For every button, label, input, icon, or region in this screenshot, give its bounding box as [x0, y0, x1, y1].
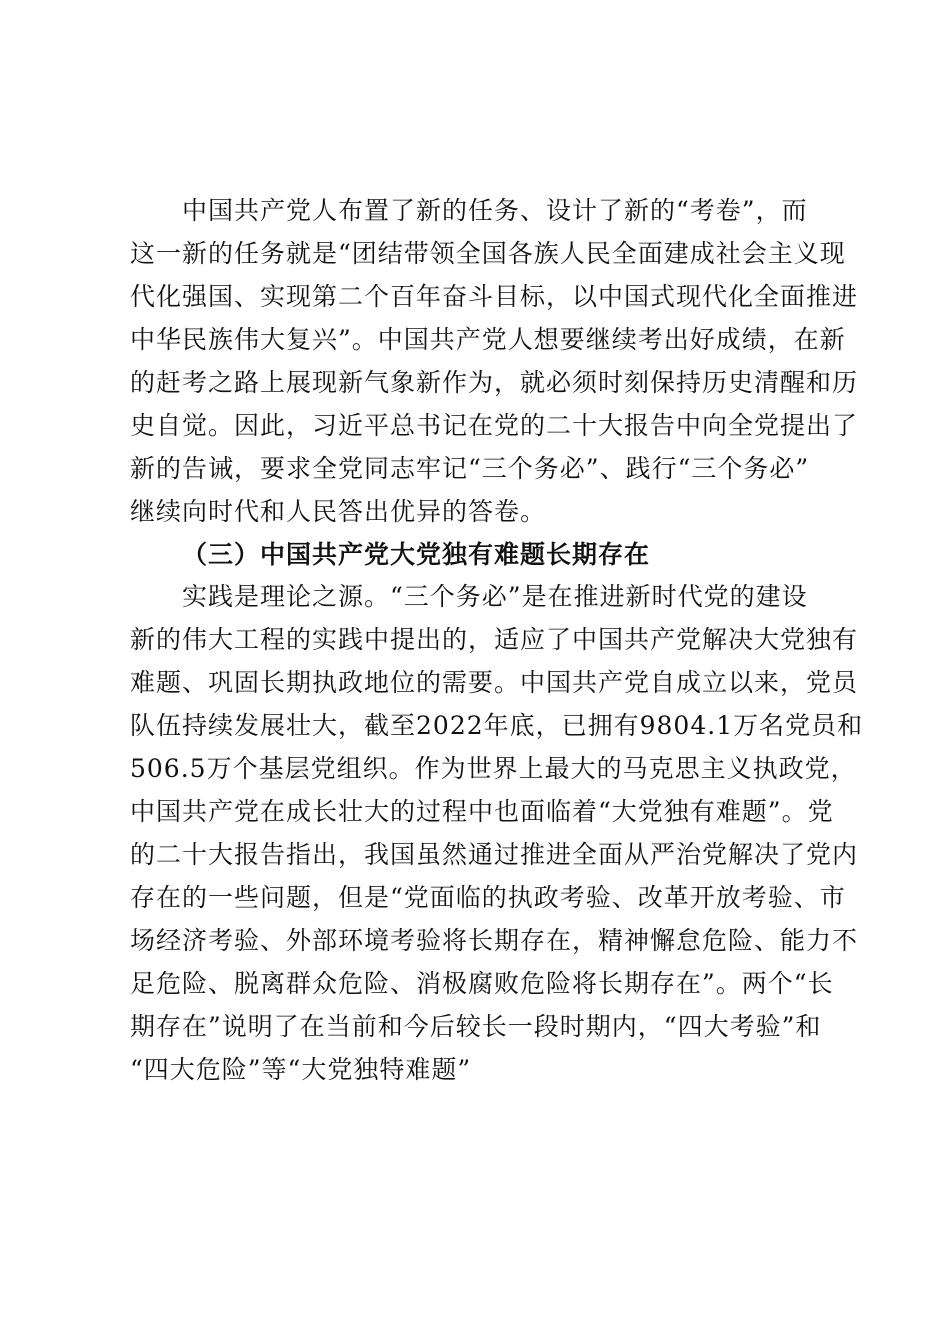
paragraph-line: 的赶考之路上展现新气象新作为，就必须时刻保持历史清醒和历 [130, 368, 859, 397]
paragraph-line: 506.5万个基层党组织。作为世界上最大的马克思主义执政党， [130, 754, 857, 783]
paragraph-line: 存在的一些问题，但是“党面临的执政考验、改革开放考验、市 [130, 883, 846, 912]
paragraph-line: 中国共产党在成长壮大的过程中也面临着“大党独有难题”。党 [130, 797, 834, 826]
paragraph-line: 期存在”说明了在当前和今后较长一段时期内，“四大考验”和 [130, 1012, 822, 1041]
paragraph-line: 新的伟大工程的实践中提出的，适应了中国共产党解决大党独有 [130, 625, 859, 654]
section-heading: （三）中国共产党大党独有难题长期存在 [182, 540, 651, 569]
paragraph-line: 的二十大报告指出，我国虽然通过推进全面从严治党解决了党内 [130, 840, 859, 869]
paragraph-line: 新的告诫，要求全党同志牢记“三个务必”、践行“三个务必” [130, 454, 810, 483]
paragraph-line: 中华民族伟大复兴”。中国共产党人想要继续考出好成绩，在新 [130, 325, 846, 354]
paragraph-line: 场经济考验、外部环境考验将长期存在，精神懈怠危险、能力不 [130, 926, 859, 955]
paragraph-line: 队伍持续发展壮大，截至2022年底，已拥有9804.1万名党员和 [130, 711, 864, 740]
paragraph-line: 继续向时代和人民答出优异的答卷。 [130, 497, 547, 526]
paragraph-line: 史自觉。因此，习近平总书记在党的二十大报告中向全党提出了 [130, 411, 859, 440]
paragraph-line: 代化强国、实现第二个百年奋斗目标，以中国式现代化全面推进 [130, 282, 859, 311]
paragraph-line: 这一新的任务就是“团结带领全国各族人民全面建成社会主义现 [130, 239, 846, 268]
paragraph-line: 难题、巩固长期执政地位的需要。中国共产党自成立以来，党员 [130, 668, 859, 697]
paragraph-line: 足危险、脱离群众危险、消极腐败危险将长期存在”。两个“长 [130, 969, 834, 998]
paragraph-line: “四大危险”等“大党独特难题” [130, 1055, 472, 1084]
paragraph-line: 实践是理论之源。“三个务必”是在推进新时代党的建设 [182, 582, 808, 611]
paragraph-line: 中国共产党人布置了新的任务、设计了新的“考卷”，而 [182, 196, 808, 225]
